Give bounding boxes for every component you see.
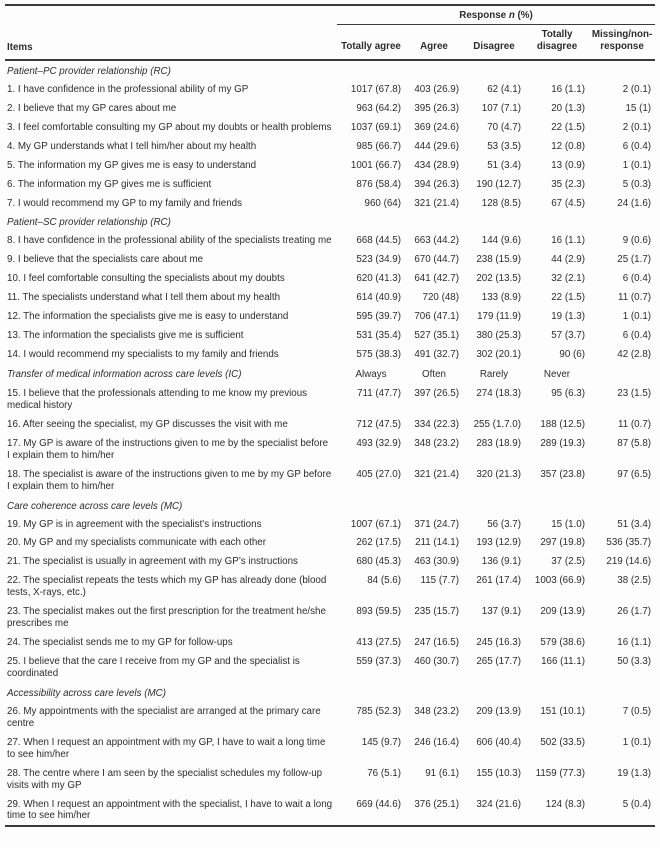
item-label: 23. The specialist makes out the first prescription for the treatment he/she prescribes me — [7, 606, 326, 630]
value-cell: 324 (21.6) — [476, 798, 521, 810]
item-label: 2. I believe that my GP cares about me — [7, 102, 177, 114]
value-cell: 2 (0.1) — [622, 83, 652, 95]
value-cell: 76 (5.1) — [367, 767, 401, 779]
section-label: Accessibility across care levels (MC) — [7, 687, 166, 699]
item-row — [5, 99, 655, 118]
item-label: 29. When I request an appointment with the specialist, I have to wait a long time to see him/her — [7, 798, 333, 822]
value-cell: 15 (1.0) — [551, 518, 585, 530]
section-row — [5, 60, 655, 80]
value-cell: 668 (44.5) — [356, 235, 401, 247]
item-row — [5, 118, 655, 137]
section-label: Patient–PC provider relationship (RC) — [7, 65, 171, 77]
item-label: 22. The specialist repeats the tests which my GP has already done (blood tests, X-rays, etc.) — [7, 575, 327, 599]
item-row — [5, 633, 655, 652]
item-label: 20. My GP and my specialists communicate with each other — [7, 537, 267, 549]
value-cell — [463, 60, 525, 80]
value-cell: 209 (13.9) — [476, 705, 521, 717]
item-row — [5, 326, 655, 345]
value-cell: 348 (23.2) — [414, 437, 459, 449]
item-row — [5, 795, 655, 827]
value-cell: 348 (23.2) — [414, 705, 459, 717]
item-row — [5, 307, 655, 326]
col-header-missing: Missing/non-response — [589, 25, 655, 60]
value-cell: 641 (42.7) — [414, 273, 459, 285]
value-cell: 50 (3.3) — [617, 656, 652, 667]
item-label: 10. I feel comfortable consulting the specialists about my doubts — [7, 273, 285, 285]
item-label: 16. After seeing the specialist, my GP discusses the visit with me — [7, 418, 288, 430]
item-label: 18. The specialist is aware of the instructions given to me by my GP before I explain them to him/her — [7, 468, 332, 492]
col-header-totally-disagree: Totally disagree — [525, 25, 589, 60]
value-cell: 15 (1) — [625, 102, 652, 114]
value-cell: 24 (1.6) — [617, 197, 652, 209]
value-cell: 669 (44.6) — [356, 798, 401, 810]
value-cell: 720 (48) — [422, 292, 459, 304]
section-row — [5, 364, 655, 384]
value-cell: 32 (2.1) — [551, 273, 585, 285]
value-cell: 26 (1.7) — [617, 606, 652, 618]
value-cell: 493 (32.9) — [356, 437, 401, 449]
item-row — [5, 434, 655, 465]
value-cell: 5 (0.3) — [622, 178, 652, 190]
value-cell: 9 (0.6) — [622, 235, 652, 247]
value-cell: 297 (19.8) — [540, 537, 585, 549]
item-row — [5, 515, 655, 534]
value-cell: 84 (5.6) — [367, 575, 401, 587]
value-cell — [589, 496, 655, 515]
value-cell: 371 (24.7) — [414, 518, 459, 530]
value-cell: 444 (29.6) — [414, 140, 459, 152]
value-cell: 663 (44.2) — [414, 235, 459, 247]
value-cell: 963 (64.2) — [356, 102, 401, 114]
value-cell: 261 (17.4) — [476, 575, 521, 587]
value-cell: 283 (18.9) — [476, 437, 521, 449]
value-cell: 67 (4.5) — [551, 197, 585, 209]
value-cell: 62 (4.1) — [487, 83, 521, 95]
value-cell: 238 (15.9) — [476, 254, 521, 266]
table-body — [5, 60, 655, 827]
response-label-n: n — [508, 10, 515, 21]
item-label: 25. I believe that the care I receive from my GP and the specialist is coordinated — [7, 656, 300, 679]
value-cell: 38 (2.5) — [617, 575, 652, 587]
value-cell: 876 (58.4) — [356, 178, 401, 190]
item-label: 27. When I request an appointment with my GP, I have to wait a long time to see him/her — [7, 736, 326, 760]
value-cell: 188 (12.5) — [540, 418, 585, 430]
value-cell: 37 (2.5) — [551, 556, 585, 568]
value-cell — [337, 683, 405, 702]
value-cell: 22 (1.5) — [551, 292, 585, 304]
value-cell: 1007 (67.1) — [350, 518, 401, 530]
value-cell: 11 (0.7) — [618, 292, 652, 304]
value-cell: 44 (2.9) — [551, 254, 585, 266]
value-cell: 90 (6) — [559, 349, 585, 361]
value-cell: 536 (35.7) — [606, 537, 652, 549]
value-cell: 334 (22.3) — [414, 418, 459, 430]
value-cell: 57 (3.7) — [551, 330, 585, 342]
value-cell — [589, 364, 655, 384]
value-cell: 321 (21.4) — [414, 468, 459, 480]
value-cell: 491 (32.7) — [414, 349, 459, 361]
value-cell — [525, 60, 589, 80]
value-cell: 202 (13.5) — [476, 273, 521, 285]
value-cell: 70 (4.7) — [487, 121, 521, 133]
value-cell: 1 (0.1) — [622, 736, 652, 748]
value-cell: 151 (10.1) — [540, 705, 585, 717]
value-cell: 960 (64) — [364, 197, 401, 209]
value-cell: 91 (6.1) — [425, 767, 459, 779]
value-cell: 255 (1.7.0) — [473, 418, 521, 430]
value-cell: 706 (47.1) — [414, 311, 459, 323]
value-cell: 413 (27.5) — [356, 637, 401, 649]
value-cell: 579 (38.6) — [540, 637, 585, 649]
item-label: 9. I believe that the specialists care about me — [7, 254, 204, 266]
value-cell: 16 (1.1) — [551, 83, 585, 95]
value-cell: 97 (6.5) — [617, 468, 652, 480]
value-cell: 247 (16.5) — [414, 637, 459, 649]
value-cell: 235 (15.7) — [414, 606, 459, 618]
item-row — [5, 533, 655, 552]
value-cell — [525, 212, 589, 231]
value-cell: 144 (9.6) — [481, 235, 521, 247]
section-row — [5, 683, 655, 702]
item-row — [5, 602, 655, 633]
value-cell: 405 (27.0) — [356, 468, 401, 480]
value-cell: 680 (45.3) — [356, 556, 401, 568]
value-cell: 13 (0.9) — [551, 159, 585, 171]
value-cell: 262 (17.5) — [356, 537, 401, 549]
item-label: 24. The specialist sends me to my GP for follow-ups — [7, 637, 233, 649]
value-cell: 712 (47.5) — [356, 418, 401, 430]
value-cell: 137 (9.1) — [481, 606, 521, 618]
value-cell — [337, 496, 405, 515]
value-cell: 155 (10.3) — [476, 767, 521, 779]
item-row — [5, 571, 655, 602]
value-cell — [405, 496, 463, 515]
col-header-totally-agree: Totally agree — [337, 25, 405, 60]
value-cell: 265 (17.7) — [476, 656, 521, 667]
value-cell: 620 (41.3) — [356, 273, 401, 285]
value-cell: 527 (35.1) — [414, 330, 459, 342]
value-cell: 502 (33.5) — [540, 736, 585, 748]
section-label: Care coherence across care levels (MC) — [7, 500, 183, 512]
item-label: 6. The information my GP gives me is sufficient — [7, 178, 212, 190]
value-cell: 531 (35.4) — [356, 330, 401, 342]
value-cell: 394 (26.3) — [414, 178, 459, 190]
item-row — [5, 652, 655, 683]
item-row — [5, 175, 655, 194]
response-label-pre: Response — [459, 10, 509, 21]
value-cell: 1003 (66.9) — [534, 575, 585, 587]
value-cell: 145 (9.7) — [361, 736, 401, 748]
item-row — [5, 80, 655, 99]
value-cell: 523 (34.9) — [356, 254, 401, 266]
value-cell: 670 (44.7) — [414, 254, 459, 266]
item-label: 7. I would recommend my GP to my family and friends — [7, 197, 243, 209]
value-cell: 785 (52.3) — [356, 705, 401, 717]
value-cell: 19 (1.3) — [551, 311, 585, 323]
section-row — [5, 212, 655, 231]
value-cell: 11 (0.7) — [618, 418, 652, 430]
value-cell: 190 (12.7) — [476, 178, 521, 190]
value-cell: 128 (8.5) — [481, 197, 521, 209]
item-label: 15. I believe that the professionals attending to me know my previous medical history — [7, 387, 308, 411]
item-label: 8. I have confidence in the professional ability of the specialists treating me — [7, 235, 332, 247]
item-row — [5, 250, 655, 269]
table-header — [5, 5, 655, 60]
scale-label: Always — [355, 369, 387, 380]
value-cell: 893 (59.5) — [356, 606, 401, 618]
value-cell: 133 (8.9) — [481, 292, 521, 304]
value-cell — [463, 496, 525, 515]
item-row — [5, 269, 655, 288]
scale-label: Rarely — [479, 369, 509, 380]
col-header-agree: Agree — [405, 25, 463, 60]
value-cell: 23 (1.5) — [617, 387, 652, 399]
value-cell: 575 (38.3) — [356, 349, 401, 361]
response-table — [5, 4, 655, 827]
item-row — [5, 345, 655, 364]
value-cell: 397 (26.5) — [414, 387, 459, 399]
value-cell — [589, 683, 655, 702]
item-label: 12. The information the specialists give me is easy to understand — [7, 311, 289, 323]
value-cell: 12 (0.8) — [551, 140, 585, 152]
value-cell: 274 (18.3) — [476, 387, 521, 399]
value-cell: 403 (26.9) — [414, 83, 459, 95]
value-cell: 245 (16.3) — [476, 637, 521, 649]
value-cell: 6 (0.4) — [622, 330, 652, 342]
value-cell: 7 (0.5) — [622, 705, 652, 717]
items-header-spacer — [5, 5, 337, 25]
item-row — [5, 415, 655, 434]
section-label: Patient–SC provider relationship (RC) — [7, 217, 171, 229]
value-cell: 42 (2.8) — [617, 349, 652, 361]
value-cell: 369 (24.6) — [414, 121, 459, 133]
value-cell: 115 (7.7) — [420, 575, 459, 587]
col-header-disagree: Disagree — [463, 25, 525, 60]
value-cell: 87 (5.8) — [617, 437, 652, 449]
value-cell: 1001 (66.7) — [350, 159, 401, 171]
value-cell — [525, 496, 589, 515]
value-cell: 434 (28.9) — [414, 159, 459, 171]
value-cell: 595 (39.7) — [356, 311, 401, 323]
value-cell: 320 (21.3) — [476, 468, 521, 480]
value-cell: 209 (13.9) — [540, 606, 585, 618]
item-label: 17. My GP is aware of the instructions given to me by the specialist before I explain them to him/her — [7, 437, 329, 461]
item-row — [5, 552, 655, 571]
value-cell: 321 (21.4) — [414, 197, 459, 209]
value-cell: 614 (40.9) — [356, 292, 401, 304]
value-cell: 107 (7.1) — [481, 102, 521, 114]
value-cell: 1017 (67.8) — [350, 83, 401, 95]
value-cell: 1159 (77.3) — [535, 767, 585, 779]
item-row — [5, 231, 655, 250]
value-cell: 219 (14.6) — [606, 556, 652, 568]
section-row — [5, 496, 655, 515]
scale-label: Often — [422, 369, 446, 380]
value-cell: 22 (1.5) — [551, 121, 585, 133]
value-cell: 1 (0.1) — [622, 311, 652, 323]
value-cell: 51 (3.4) — [487, 159, 521, 171]
value-cell: 211 (14.1) — [415, 537, 459, 549]
item-label: 5. The information my GP gives me is easy to understand — [7, 159, 257, 171]
value-cell: 1 (0.1) — [622, 159, 652, 171]
value-cell: 711 (47.7) — [357, 387, 401, 399]
value-cell — [589, 212, 655, 231]
value-cell: 6 (0.4) — [622, 140, 652, 152]
value-cell: 1037 (69.1) — [350, 121, 401, 133]
value-cell — [405, 60, 463, 80]
value-cell — [405, 683, 463, 702]
value-cell: 357 (23.8) — [540, 468, 585, 480]
item-row — [5, 384, 655, 415]
value-cell: 179 (11.9) — [477, 311, 521, 323]
item-row — [5, 288, 655, 307]
item-row — [5, 764, 655, 795]
value-cell: 5 (0.4) — [622, 798, 652, 810]
item-row — [5, 194, 655, 213]
value-cell: 2 (0.1) — [622, 121, 652, 133]
item-label: 13. The information the specialists give me is sufficient — [7, 330, 244, 342]
item-row — [5, 702, 655, 733]
column-header-row — [5, 25, 655, 60]
value-cell: 136 (9.1) — [481, 556, 521, 568]
value-cell — [463, 683, 525, 702]
item-label: 26. My appointments with the specialist are arranged at the primary care centre — [7, 705, 321, 729]
value-cell: 166 (11.1) — [541, 656, 585, 667]
value-cell: 302 (20.1) — [476, 349, 521, 361]
value-cell: 246 (16.4) — [414, 736, 459, 748]
value-cell: 6 (0.4) — [622, 273, 652, 285]
value-cell: 460 (30.7) — [414, 656, 459, 667]
value-cell — [337, 212, 405, 231]
value-cell: 376 (25.1) — [414, 798, 459, 810]
value-cell: 56 (3.7) — [487, 518, 521, 530]
value-cell: 559 (37.3) — [356, 656, 401, 667]
value-cell: 193 (12.9) — [476, 537, 521, 549]
item-row — [5, 156, 655, 175]
item-label: 3. I feel comfortable consulting my GP about my doubts or health problems — [7, 121, 332, 133]
span-header-row — [5, 5, 655, 25]
value-cell: 380 (25.3) — [476, 330, 521, 342]
item-label: 4. My GP understands what I tell him/her about my health — [7, 140, 257, 152]
item-label: 11. The specialists understand what I tell them about my health — [7, 292, 281, 304]
value-cell: 395 (26.3) — [414, 102, 459, 114]
item-row — [5, 137, 655, 156]
value-cell: 16 (1.1) — [551, 235, 585, 247]
value-cell: 19 (1.3) — [617, 767, 652, 779]
value-cell: 95 (6.3) — [551, 387, 585, 399]
value-cell: 20 (1.3) — [551, 102, 585, 114]
value-cell: 53 (3.5) — [487, 140, 521, 152]
value-cell: 985 (66.7) — [356, 140, 401, 152]
item-label: 19. My GP is in agreement with the specialist’s instructions — [7, 518, 262, 530]
value-cell — [525, 683, 589, 702]
response-span-header — [337, 5, 655, 25]
item-label: 1. I have confidence in the professional ability of my GP — [7, 83, 249, 95]
value-cell: 35 (2.3) — [551, 178, 585, 190]
section-label: Transfer of medical information across care levels (IC) — [7, 369, 242, 380]
value-cell: 16 (1.1) — [617, 637, 652, 649]
value-cell: 463 (30.9) — [414, 556, 459, 568]
value-cell: 289 (19.3) — [540, 437, 585, 449]
value-cell: 51 (3.4) — [617, 518, 652, 530]
item-label: 14. I would recommend my specialists to my family and friends — [7, 349, 279, 361]
value-cell: 606 (40.4) — [476, 736, 521, 748]
response-label-post: (%) — [514, 10, 533, 21]
item-row — [5, 465, 655, 496]
value-cell — [405, 212, 463, 231]
item-label: 21. The specialist is usually in agreement with my GP’s instructions — [7, 556, 298, 568]
value-cell — [463, 212, 525, 231]
item-label: 28. The centre where I am seen by the specialist schedules my follow-up visits with my GP — [7, 767, 323, 791]
value-cell: 25 (1.7) — [617, 254, 652, 266]
items-header: Items — [5, 25, 337, 60]
value-cell — [589, 60, 655, 80]
item-row — [5, 733, 655, 764]
value-cell — [337, 60, 405, 80]
value-cell: 124 (8.3) — [545, 798, 585, 810]
scale-label: Never — [543, 369, 571, 380]
